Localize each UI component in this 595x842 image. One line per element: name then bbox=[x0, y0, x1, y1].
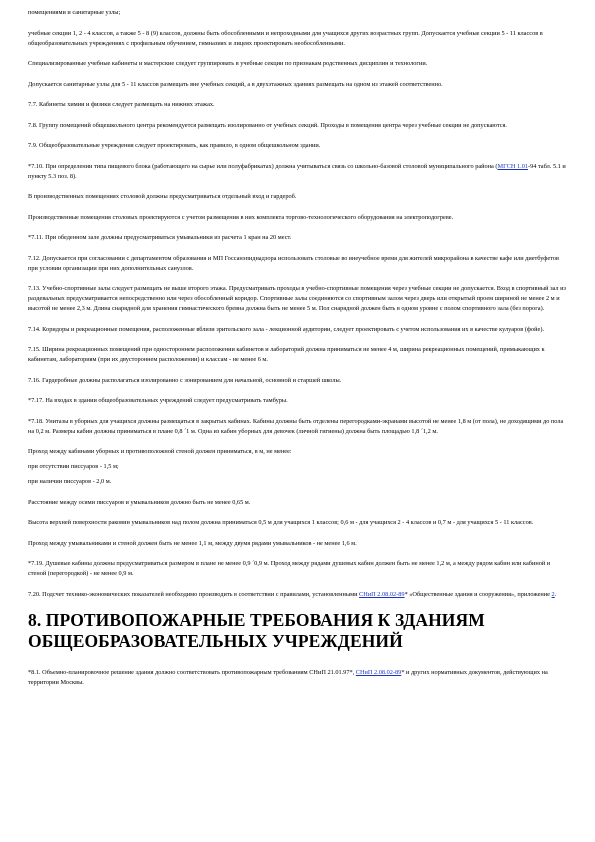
paragraph-text: 7.20. Подсчет технико-экономических показателей необходимо производить в соответствии с правилами, установленными bbox=[28, 590, 360, 598]
paragraph bbox=[28, 80, 567, 90]
paragraph-text: Специализированные учебные кабинеты и мастерские следует группировать в учебные секции по признакам родственных дисциплин и технологии. bbox=[28, 60, 428, 67]
paragraph bbox=[28, 121, 567, 131]
paragraph-text: 7.8. Группу помещений общешкольного центра рекомендуется размещать изолированно от учебных секций. Проходы в помещения центра через учебные секции не допускаются. bbox=[28, 121, 507, 129]
paragraph bbox=[28, 325, 567, 335]
paragraph bbox=[28, 100, 567, 110]
paragraph bbox=[28, 518, 567, 528]
document-reference-link[interactable]: МГСН 1.01 bbox=[497, 162, 529, 170]
paragraph bbox=[28, 539, 567, 549]
paragraph-text: . bbox=[554, 590, 557, 598]
paragraph bbox=[28, 447, 567, 457]
document-reference-link[interactable]: 2 bbox=[551, 590, 555, 598]
paragraph-text: *7.17. На входах в здании общеобразовательных учреждений следует предусматривать тамбуры. bbox=[28, 397, 288, 404]
paragraph-text: при наличии писсуаров - 2,0 м. bbox=[28, 478, 112, 485]
paragraph bbox=[28, 462, 567, 472]
paragraph-text: *8.1. Объемно-планировочное решение здания должно соответствовать противопожарным требованиям СНиП 21.01.97*, bbox=[28, 669, 356, 676]
paragraph bbox=[28, 284, 567, 314]
paragraph-text: *7.11. При обеденном зале должны предусматриваться умывальники из расчета 1 кран на 20 мест. bbox=[28, 234, 292, 241]
paragraph bbox=[28, 477, 567, 487]
paragraph-text: 7.14. Коридоры и рекреационные помещения, расположенные вблизи зрительского зала - лекционной аудитории, следует проектировать с учетом использования их в качестве кулуаров (фойе). bbox=[28, 325, 545, 333]
paragraph-8-1 bbox=[28, 668, 567, 688]
paragraph bbox=[28, 213, 567, 223]
paragraph-text: 7.7. Кабинеты химии и физики следует размещать на нижних этажах. bbox=[28, 101, 215, 108]
paragraph bbox=[28, 559, 567, 579]
paragraph bbox=[28, 254, 567, 274]
paragraph-text: 7.16. Гардеробные должны располагаться изолированно с зонированием для начальной, основной и старшей школы. bbox=[28, 376, 342, 384]
paragraph bbox=[28, 192, 567, 202]
paragraph bbox=[28, 29, 567, 49]
paragraph bbox=[28, 417, 567, 437]
section-heading: 8. ПРОТИВОПОЖАРНЫЕ ТРЕБОВАНИЯ К ЗДАНИЯМ ОБЩЕОБРАЗОВАТЕЛЬНЫХ УЧРЕЖДЕНИЙ bbox=[28, 610, 485, 651]
paragraph-text: *7.10. При определении типа пищевого блока (работающего на сырье или полуфабрикатах) должна учитываться связь со школьно-базовой столовой муниципального района ( bbox=[28, 162, 498, 170]
document-reference-link[interactable]: СНиП 2.08.02-89 bbox=[355, 669, 402, 676]
paragraph bbox=[28, 59, 567, 69]
paragraph bbox=[28, 590, 567, 600]
paragraph-text: * «Общественные здания и сооружения», приложение bbox=[404, 590, 552, 598]
paragraph-text: В производственных помещениях столовой должны предусматриваться отдельный вход и гардероб. bbox=[28, 193, 297, 200]
paragraph bbox=[28, 141, 567, 151]
paragraph bbox=[28, 345, 567, 365]
paragraph-text: Производственные помещения столовых проектируются с учетом размещения в них комплекта торгово-технологического оборудования на электроподогреве. bbox=[28, 213, 454, 221]
paragraph-text: 7.9. Общеобразовательные учреждения следует проектировать, как правило, в одном общешкольном здании. bbox=[28, 142, 321, 149]
paragraph bbox=[28, 376, 567, 386]
paragraph-text: * и других нормативных документов, действующих на территории Москвы. bbox=[28, 669, 548, 686]
paragraph bbox=[28, 8, 567, 18]
paragraph-text: Расстояние между осями писсуаров и умывальников должно быть не менее 0,65 м. bbox=[28, 498, 251, 506]
paragraph-text: -94 табл. 5.1 и пункту 5.3 поз. 8). bbox=[28, 162, 566, 180]
paragraph-text: *7.18. Унитазы в уборных для учащихся должны размещаться в закрытых кабинах. Кабины должны быть отделены перегородками-экранами высотой не менее 1,8 м (от пола), не доходящими до пола на 0,2 м. Размеры кабин должны приниматься в плане 0,8 ´1 м. Одна из кабин уборных для девочек (личной гигиены) должна быть площадью 1,8 ´1,2 м. bbox=[28, 417, 564, 435]
document-reference-link[interactable]: СНиП 2.08.02-89 bbox=[359, 590, 405, 598]
paragraph-text: Проход между умывальниками и стеной должен быть не менее 1,1 м, между двумя рядами умывальников - не менее 1,6 м. bbox=[28, 539, 357, 547]
paragraph-text: при отсутствии писсуаров - 1,5 м; bbox=[28, 463, 119, 470]
paragraph-text: Высота верхней поверхности раковин умывальников над полом должна приниматься 0,5 м для учащихся 1 классов; 0,6 м - для учащихся 2 - 4 классов и 0,7 м - для учащихся 5 - 11 классов. bbox=[28, 519, 534, 526]
paragraph-list bbox=[28, 8, 567, 600]
paragraph bbox=[28, 162, 567, 182]
paragraph-text: *7.19. Душевые кабины должны предусматриваться размером в плане не менее 0,9 ´0,9 м. Проход между рядами душевых кабин должен быть не менее 1,2 м, а между рядом кабин или кабиной и стеной (перегородкой) - не менее 0,9 м. bbox=[28, 560, 551, 577]
paragraph-text: 7.12. Допускается при согласовании с департаментом образования и МП Госсанэпиднадзора использовать столовые во внеучебное время для жителей микрорайона в качестве кафе или диетбуфетов при условии организации при них дополнительных санузлов. bbox=[28, 254, 559, 272]
paragraph-text: учебные секции 1, 2 - 4 классов, а также 5 - 8 (9) классов, должны быть обособленными и непроходными для учащихся других возрастных групп. Допускается учебные секции 5 - 11 классов в общеобразовательных учреждениях с профильным обучением, гимназиях и лицеях проектировать необособленными. bbox=[28, 29, 543, 47]
paragraph-text: Проход между кабинами уборных и противоположной стеной должен приниматься, в м, не менее: bbox=[28, 448, 292, 455]
paragraph-text: Допускается санитарные узлы для 5 - 11 классов размещать вне учебных секций, а в двухэтажных зданиях размещать на одном из этажей соответственно. bbox=[28, 80, 443, 88]
paragraph bbox=[28, 498, 567, 508]
paragraph-text: 7.15. Ширина рекреационных помещений при одностороннем расположении кабинетов и лабораторий должна приниматься не менее 4 м, ширина рекреационных помещений, примыкающих к кабинетам, лабораториям (при их двустороннем расположении) и классам - не менее 6 м. bbox=[28, 346, 545, 363]
paragraph-text: 7.13. Учебно-спортивные залы следует размещать не выше второго этажа. Предусматривать проходы в учебно-спортивные помещения через учебные секции не допускается. Вход в спортивный зал из раздевальных предусматривается непосредственно или через обособленный коридор. Спортивные залы соединяются со спортивным залом через дверь или открытый проем шириной не менее 2 м и высотой не менее 2,3 м. Длина снарядной для хранения гимнастического бревна должна быть не менее 5 м. Пол снарядной должен быть в одном уровне с полом спортивного зала (без порога). bbox=[28, 285, 566, 312]
paragraph bbox=[28, 233, 567, 243]
paragraph-text: помещениями и санитарные узлы; bbox=[28, 9, 121, 16]
paragraph bbox=[28, 396, 567, 406]
